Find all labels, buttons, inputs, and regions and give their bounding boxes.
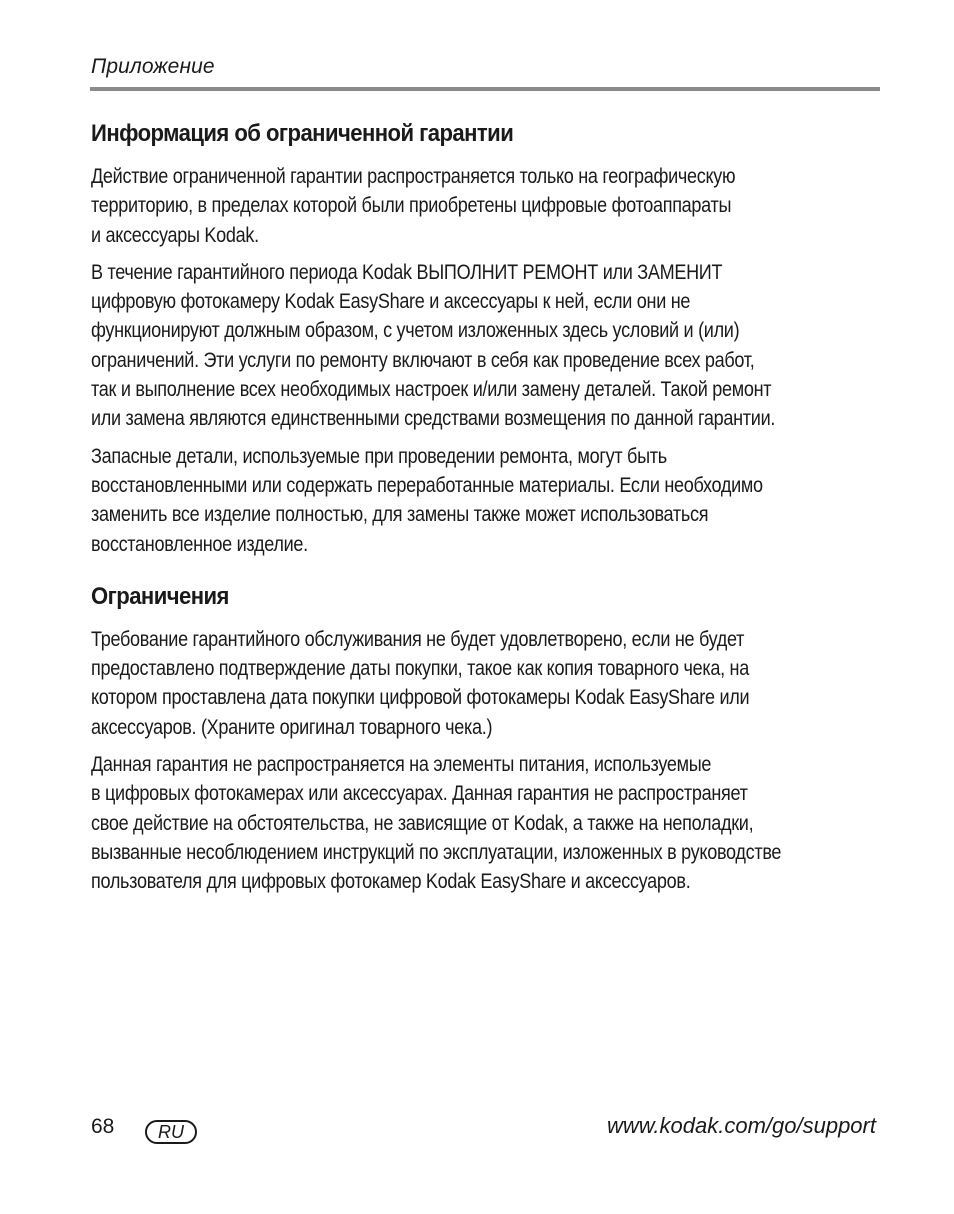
text-line: или замена являются единственными средствами возмещения по данной гарантии. (91, 407, 776, 431)
text-line: в цифровых фотокамерах или аксессуарах. Данная гарантия не распространяет (91, 782, 748, 806)
text-line: аксессуаров. (Храните оригинал товарного чека.) (91, 715, 493, 739)
text-line: Требование гарантийного обслуживания не будет удовлетворено, если не будет (91, 627, 745, 651)
text-line: территорию, в пределах которой были приобретены цифровые фотоаппараты (91, 194, 732, 218)
section-title-warranty: Информация об ограниченной гарантии (91, 120, 514, 147)
text-line: пользователя для цифровых фотокамер Kodak EasyShare и аксессуаров. (91, 870, 691, 894)
text-line: Данная гарантия не распространяется на элементы питания, используемые (91, 753, 712, 777)
text-line: функционируют должным образом, с учетом изложенных здесь условий и (или) (91, 319, 740, 343)
text-line: Запасные детали, используемые при проведении ремонта, могут быть (91, 444, 667, 468)
text-line: предоставлено подтверждение даты покупки, такое как копия товарного чека, на (91, 657, 749, 681)
paragraph (91, 750, 882, 896)
text-line: заменить все изделие полностью, для замены также может использоваться (91, 503, 709, 527)
paragraph (91, 162, 882, 250)
language-badge: RU (145, 1120, 197, 1144)
text-line: ограничений. Эти услуги по ремонту включают в себя как проведение всех работ, (91, 348, 755, 372)
text-line: Действие ограниченной гарантии распространяется только на географическую (91, 165, 736, 188)
text-line: вызванные несоблюдением инструкций по эксплуатации, изложенных в руководстве (91, 840, 782, 864)
paragraph (91, 442, 882, 559)
running-header: Приложение (91, 55, 215, 78)
section-title-limitations: Ограничения (91, 582, 229, 610)
text-line: так и выполнение всех необходимых настроек и/или замену деталей. Такой ремонт (91, 378, 772, 402)
paragraph (91, 258, 882, 434)
text-line: восстановленными или содержать переработанные материалы. Если необходимо (91, 473, 763, 497)
text-line: котором проставлена дата покупки цифровой фотокамеры Kodak EasyShare или (91, 686, 750, 710)
paragraph (91, 625, 882, 742)
text-line: В течение гарантийного периода Kodak ВЫПОЛНИТ РЕМОНТ или ЗАМЕНИТ (91, 260, 723, 284)
page-number: 68 (91, 1115, 115, 1138)
text-line: свое действие на обстоятельства, не зависящие от Kodak, а также на неполадки, (91, 811, 754, 835)
header-divider (90, 87, 880, 91)
support-url: www.kodak.com/go/support (606, 1113, 876, 1138)
text-line: восстановленное изделие. (91, 532, 308, 556)
text-line: цифровую фотокамеру Kodak EasyShare и аксессуары к ней, если они не (91, 290, 691, 314)
page-content (91, 118, 881, 897)
text-line: и аксессуары Kodak. (91, 223, 259, 247)
